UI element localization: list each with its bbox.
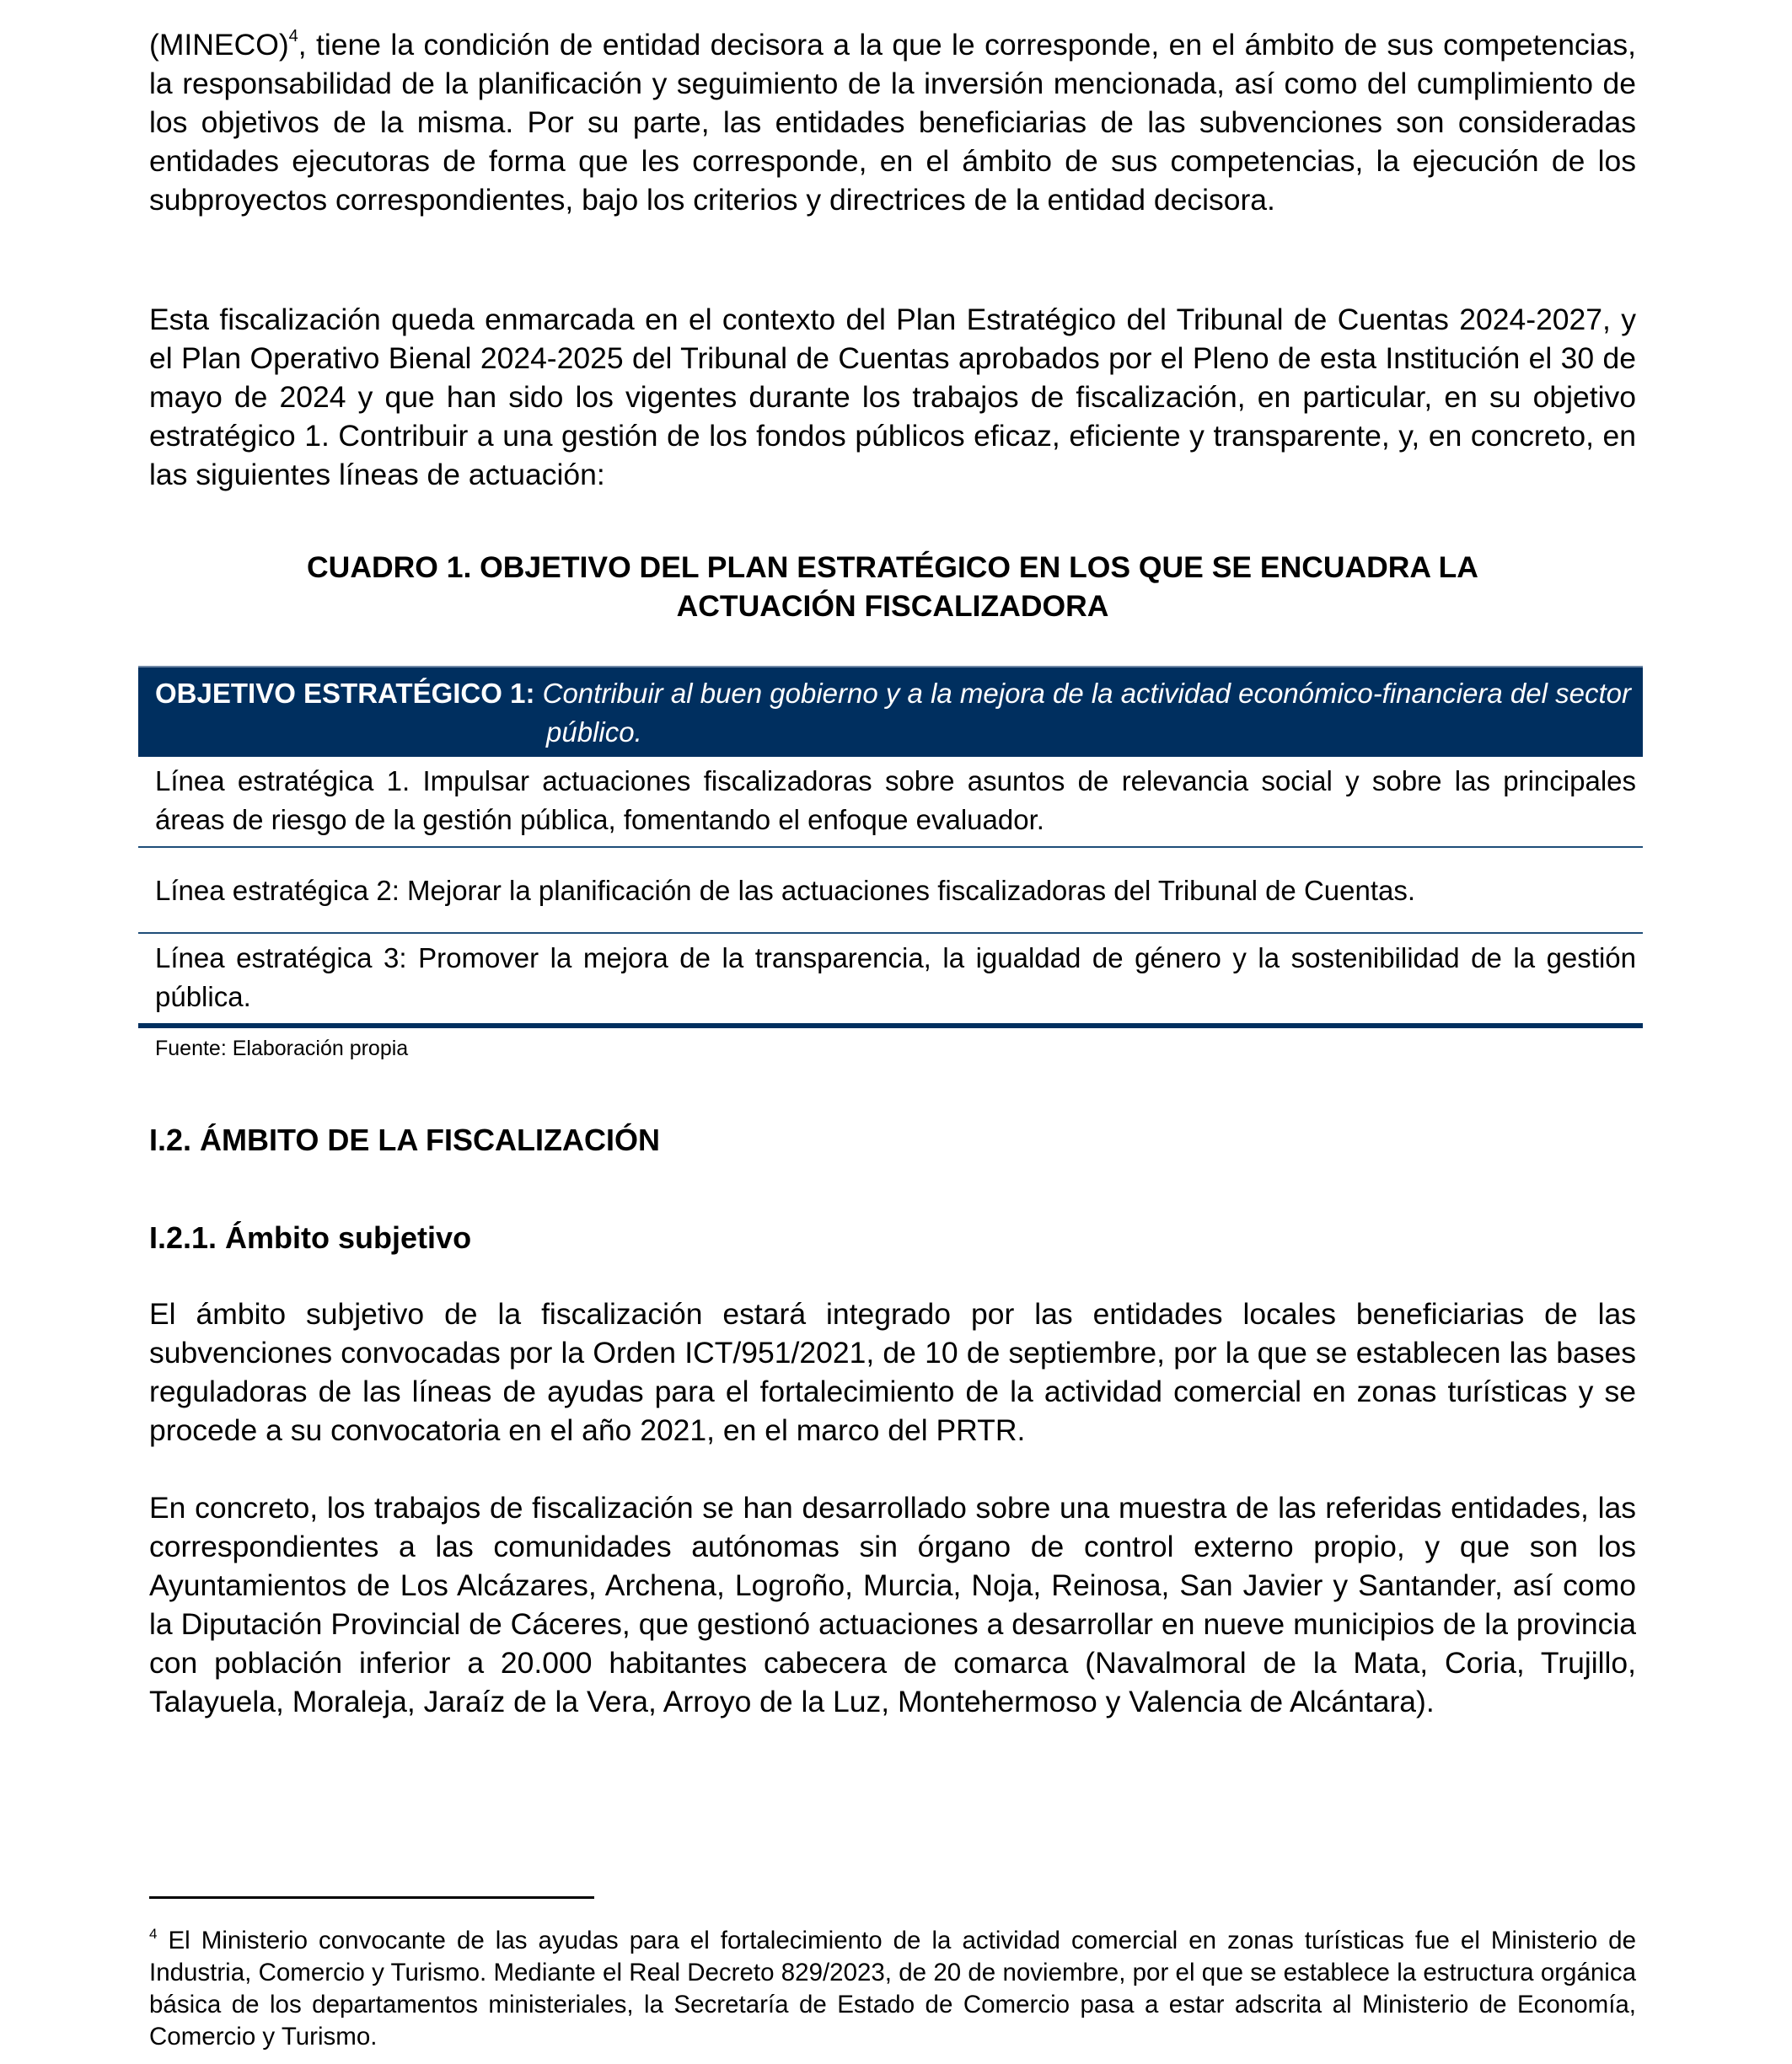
paragraph-text: (MINECO) [149, 28, 289, 62]
footnote-number: 4 [149, 1926, 158, 1942]
table-caption-line: ACTUACIÓN FISCALIZADORA [676, 589, 1109, 623]
table-header-text: Contribuir al buen gobierno y a la mejora de la actividad económico-financiera del sector [534, 678, 1632, 709]
table-row: Línea estratégica 2: Mejorar la planificación de las actuaciones fiscalizadoras del Tribunal de Cuentas. [138, 848, 1643, 934]
table-row: Línea estratégica 3: Promover la mejora de la transparencia, la igualdad de género y la sostenibilidad de la gestión pública. [138, 934, 1643, 1028]
table-source: Fuente: Elaboración propia [155, 1037, 409, 1060]
table-caption-line: CUADRO 1. OBJETIVO DEL PLAN ESTRATÉGICO EN LOS QUE SE ENCUADRA LA [307, 550, 1478, 584]
subsection-heading: I.2.1. Ámbito subjetivo [149, 1220, 472, 1255]
footnote-separator [149, 1896, 594, 1899]
table-header-label: OBJETIVO ESTRATÉGICO 1: [155, 678, 535, 709]
paragraph-text: , tiene la condición de entidad decisora a la que le corresponde, en el ámbito de sus competencias, la responsabilidad de la planificación y seguimiento de la inversión mencionada, así como del cumplimiento de los objetivos de la misma. Por su parte, las entidades beneficiarias de las subvenciones son consideradas entidades ejecutoras de forma que les corresponde, en el ámbito de sus competencias, la ejecución de los subproyectos correspondientes, bajo los criterios y directrices de la entidad decisora. [149, 28, 1636, 217]
paragraph-mineco [149, 25, 1636, 219]
table-header-text-continued: público. [546, 716, 642, 748]
section-heading: I.2. ÁMBITO DE LA FISCALIZACIÓN [149, 1123, 661, 1157]
footnote-text: El Ministerio convocante de las ayudas para el fortalecimiento de la actividad comercial en zonas turísticas fue el Ministerio de Industria, Comercio y Turismo. Mediante el Real Decreto 829/2023, de 20 de noviembre, por el que se establece la estructura orgánica básica de los departamentos ministeriales, la Secretaría de Estado de Comercio pasa a estar adscrita al Ministerio de Economía, Comercio y Turismo. [149, 1927, 1636, 2051]
footnote [149, 1925, 1636, 2053]
table-row: Línea estratégica 1. Impulsar actuaciones fiscalizadoras sobre asuntos de relevancia social y sobre las principales áreas de riesgo de la gestión pública, fomentando el enfoque evaluador. [138, 757, 1643, 848]
table-header [138, 666, 1643, 757]
paragraph-muestra: En concreto, los trabajos de fiscalización se han desarrollado sobre una muestra de las referidas entidades, las correspondientes a las comunidades autónomas sin órgano de control externo propio, y que son los Ayuntamientos de Los Alcázares, Archena, Logroño, Murcia, Noja, Reinosa, San Javier y Santander, así como la Diputación Provincial de Cáceres, que gestionó actuaciones a desarrollar en nueve municipios de la provincia con población inferior a 20.000 habitantes cabecera de comarca (Navalmoral de la Mata, Coria, Trujillo, Talayuela, Moraleja, Jaraíz de la Vera, Arroyo de la Luz, Montehermoso y Valencia de Alcántara). [149, 1491, 1636, 1718]
table-caption [149, 548, 1636, 625]
paragraph-plan-estrategico: Esta fiscalización queda enmarcada en el contexto del Plan Estratégico del Tribunal de Cuentas 2024-2027, y el Plan Operativo Bienal 2024-2025 del Tribunal de Cuentas aprobados por el Pleno de esta Institución el 30 de mayo de 2024 y que han sido los vigentes durante los trabajos de fiscalización, en particular, en su objetivo estratégico 1. Contribuir a una gestión de los fondos públicos eficaz, eficiente y transparente, y, en concreto, en las siguientes líneas de actuación: [149, 303, 1636, 491]
strategic-objective-table [138, 666, 1643, 1028]
footnote-reference[interactable]: 4 [288, 27, 298, 46]
paragraph-ambito-subjetivo: El ámbito subjetivo de la fiscalización estará integrado por las entidades locales beneficiarias de las subvenciones convocadas por la Orden ICT/951/2021, de 10 de septiembre, por la que se establecen las bases reguladoras de las líneas de ayudas para el fortalecimiento de la actividad comercial en zonas turísticas y se procede a su convocatoria en el año 2021, en el marco del PRTR. [149, 1297, 1636, 1447]
